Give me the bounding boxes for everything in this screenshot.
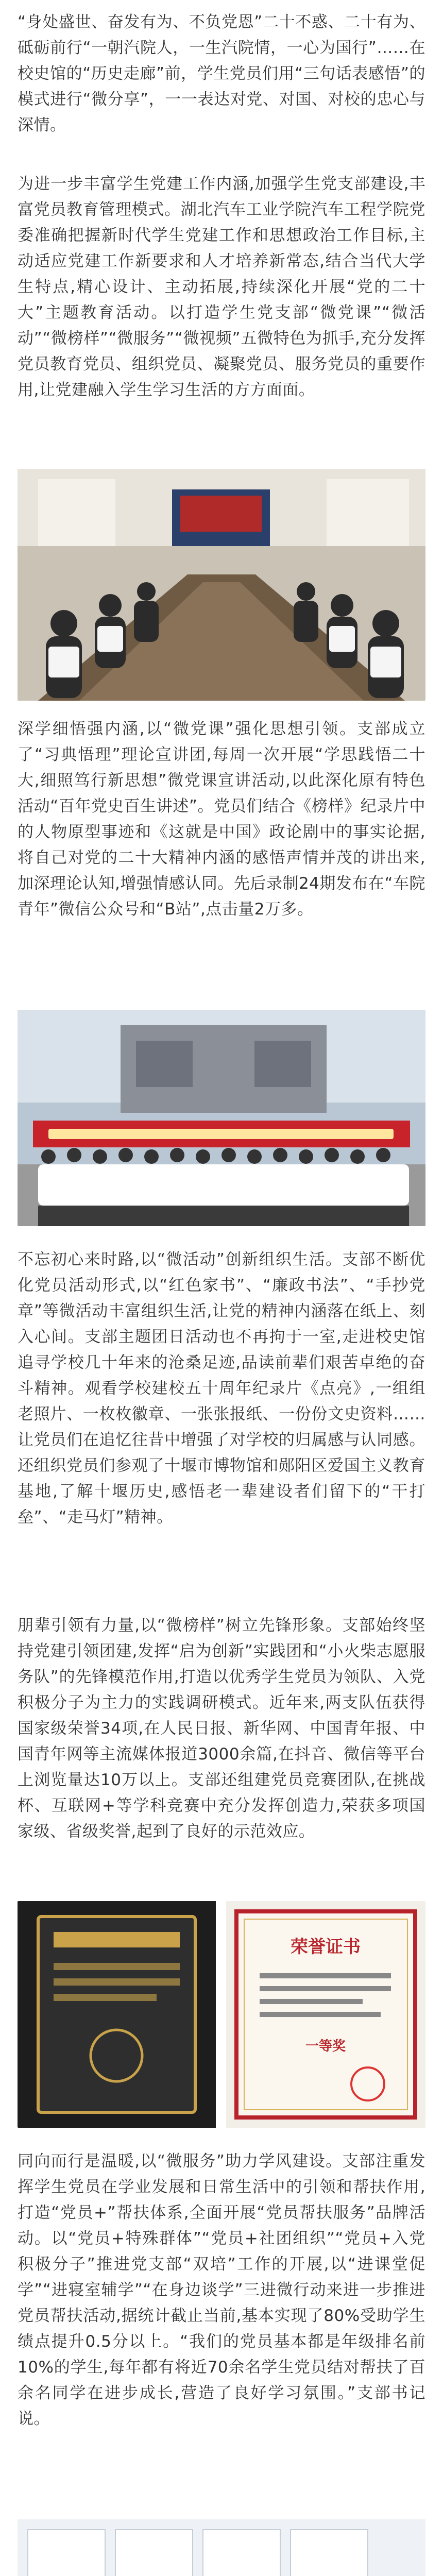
- certificate-title: 荣誉证书: [291, 1937, 361, 1957]
- exhibition-photo: [18, 2519, 425, 2576]
- paragraph-micro-lecture: 深学细悟强内涵,以“微党课”强化思想引领。支部成立了“习典悟理”理论宣讲团,每周一次开展“学思践悟二十大,细照笃行新思想”微党课宣讲活动,以此深化原有特色活动“百年党史百生讲述”。党员们结合《榜样》纪录片中的人物原型事迹和《这就是中国》政论剧中的事实论据,将自己对党的二十大精神内涵的感悟声情并茂的讲出来,加深理论认知,增强情感认同。先后录制24期发布在“车院青年”微信公众号和“B站”,点击量2万多。: [18, 720, 425, 919]
- meeting-photo: [18, 469, 425, 701]
- award-photos: [18, 1901, 425, 2128]
- paragraph-overview: 为进一步丰富学生党建工作内涵,加强学生党支部建设,丰富党员教育管理模式。湖北汽车工业学院汽车工程学院党委准确把握新时代学生党建工作和思想政治工作目标,主动适应党建工作新要求和人才培养新常态,结合当代大学生特点,精心设计、主动拓展,持续深化开展“党的二十大”主题教育活动。以打造学生党支部“微党课”“微活动”“微榜样”“微服务”“微视频”五微特色为抓手,充分发挥党员教育党员、组织党员、凝聚党员、服务党员的重要作用,让党建融入学生学习生活的方方面面。: [18, 175, 425, 399]
- paragraph-micro-model: 朋辈引领有力量,以“微榜样”树立先锋形象。支部始终坚持党建引领团建,发挥“启为创新”实践团和“小火柴志愿服务队”的先锋模范作用,打造以优秀学生党员为领队、入党积极分子为主力的实践调研模式。近年来,两支队伍获得国家级荣誉34项,在人民日报、新华网、中国青年报、中国青年网等主流媒体报道3000余篇,在抖音、微信等平台上浏览量达10万以上。支部还组建党员竞赛团队,在挑战杯、互联网+等学科竞赛中充分发挥创造力,荣获多项国家级、省级奖誉,起到了良好的示范效应。: [18, 1616, 425, 1841]
- paragraph-intro: “身处盛世、奋发有为、不负党恩”二十不惑、二十有为、砥砺前行“一朝汽院人，一生汽院情，一心为国行”……在校史馆的“历史走廊”前，学生党员们用“三句话表感悟”的模式进行“微分享”，一一表达对党、对国、对校的忠心与深情。: [18, 13, 425, 134]
- certificate-award: 一等奖: [305, 2039, 346, 2054]
- paragraph-micro-activity: 不忘初心来时路,以“微活动”创新组织生活。支部不断优化党员活动形式,以“红色家书”、“廉政书法”、“手抄党章”等微活动丰富组织生活,让党的精神内涵落在纸上、刻入心间。支部主题团日活动也不再拘于一室,走进校史馆追寻学校几十年来的沧桑足迹,品读前辈们艰苦卓绝的奋斗精神。观看学校建校五十周年纪录片《点亮》,一组组老照片、一枚枚徽章、一张张报纸、一份份文史资料……让党员们在追忆往昔中增强了对学校的归属感与认同感。还组织党员们参观了十堰市博物馆和郧阳区爱国主义教育基地,了解十堰历史,感悟老一辈建设者们留下的“干打垒”、“走马灯”精神。: [18, 1250, 425, 1527]
- paragraph-micro-service: 同向而行是温暖,以“微服务”助力学风建设。支部注重发挥学生党员在学业发展和日常生活中的引领和帮扶作用,打造“党员+”帮扶体系,全面开展“党员帮扶服务”品牌活动。以“党员+特殊群体”“党员+社团组织”“党员+入党积极分子”推进党支部“双培”工作的开展,以“进课堂促学”“进寝室辅学”“在身边谈学”三进微行动来进一步推进党员帮扶活动,据统计截止当前,基本实现了80%受助学生绩点提升0.5分以上。“我们的党员基本都是年级排名前10%的学生,每年都有将近70余名学生党员结对帮扶了百余名同学在进步成长,营造了良好学习氛围。”支部书记说。: [18, 2152, 425, 2428]
- group-photo: [18, 1010, 425, 1226]
